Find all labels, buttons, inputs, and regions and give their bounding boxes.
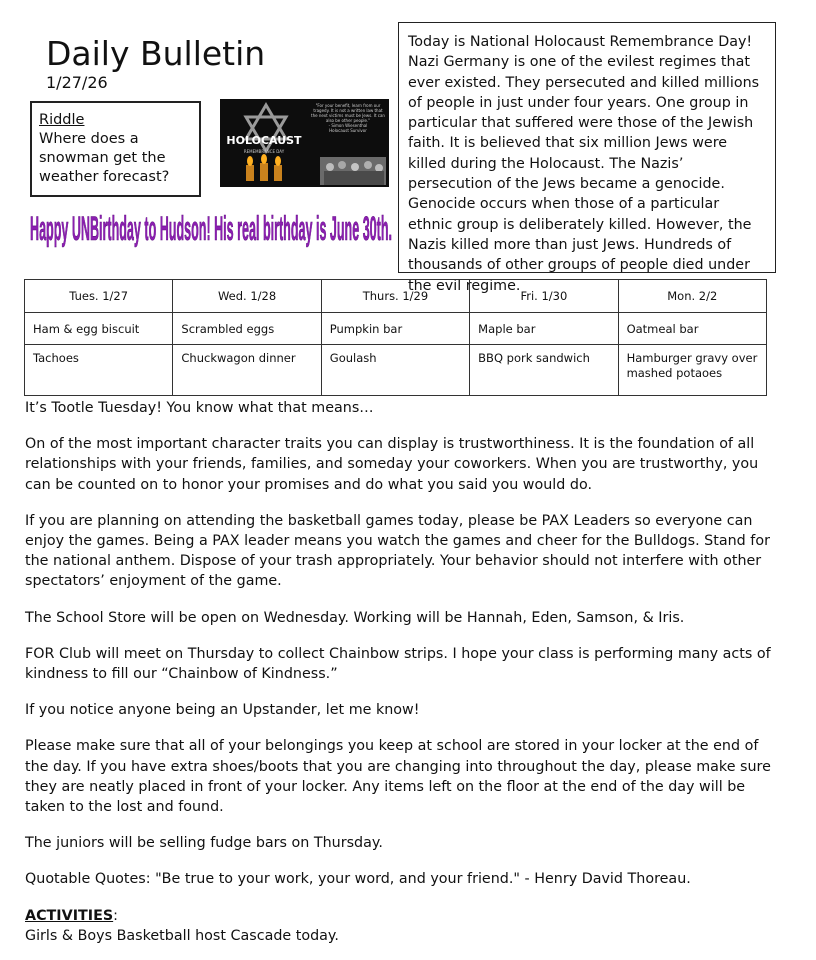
historical-photo: [320, 157, 386, 185]
menu-day: Thurs. 1/29: [321, 280, 469, 313]
announcement: Please make sure that all of your belongings you keep at school are stored in your locker at the end of the day. If you have extra shoes/boots that you are changing into throughout the day, please make sure they are neatly placed in front of your locker. Any items left on the floor at the end of the day will be taken to the lost and found.: [25, 738, 771, 816]
menu-lunch-item: BBQ pork sandwich: [470, 345, 618, 396]
menu-day: Tues. 1/27: [25, 280, 173, 313]
holocaust-remembrance-box: [398, 22, 776, 294]
announcement: FOR Club will meet on Thursday to collect Chainbow strips. I hope your class is performing many acts of kindness to fill our “Chainbow of Kindness.”: [25, 645, 771, 683]
menu-breakfast-row: [25, 313, 767, 345]
announcement: The juniors will be selling fudge bars on Thursday.: [25, 835, 383, 852]
holocaust-remembrance-image: [220, 99, 389, 187]
menu-lunch-item: Hamburger gravy over mashed potaoes: [618, 345, 766, 396]
announcement: Quotable Quotes: "Be true to your work, your word, and your friend." - Henry David Thoreau.: [25, 871, 691, 888]
announcements: [25, 398, 785, 946]
holocaust-quote-role: Holocaust Survivor: [329, 128, 367, 133]
menu-day: Wed. 1/28: [173, 280, 321, 313]
menu-breakfast-item: Maple bar: [470, 313, 618, 345]
menu-lunch-row: [25, 345, 767, 396]
activities-text: Girls & Boys Basketball host Cascade today.: [25, 927, 339, 944]
menu-day-row: [25, 280, 767, 313]
announcement: The School Store will be open on Wednesday. Working will be Hannah, Eden, Samson, & Iris.: [25, 609, 685, 626]
activities-heading-line: ACTIVITIES:: [25, 907, 118, 924]
menu-lunch-item: Chuckwagon dinner: [173, 345, 321, 396]
announcement: If you notice anyone being an Upstander, let me know!: [25, 702, 420, 719]
holocaust-subheading: REMEMBRANCE DAY: [243, 149, 285, 154]
activities-heading: ACTIVITIES: [25, 907, 114, 924]
candles-icon: [246, 154, 282, 181]
menu-breakfast-item: Oatmeal bar: [618, 313, 766, 345]
menu-breakfast-item: Scrambled eggs: [173, 313, 321, 345]
menu-breakfast-item: Ham & egg biscuit: [25, 313, 173, 345]
menu-lunch-item: Tachoes: [25, 345, 173, 396]
menu-lunch-item: Goulash: [321, 345, 469, 396]
holocaust-image-graphic: [220, 99, 389, 187]
announcement: It’s Tootle Tuesday! You know what that means…: [25, 400, 374, 416]
announcement: On of the most important character traits you can display is trustworthiness. It is the foundation of all relationships with your friends, families, and someday your coworkers. When you are trustworthy, you can be counted on to honor your promises and do what you said you would do.: [25, 436, 759, 493]
menu-day: Fri. 1/30: [470, 280, 618, 313]
holocaust-remembrance-text: Today is National Holocaust Remembrance Day! Nazi Germany is one of the evilest regimes that ever existed. They persecuted and killed millions of people in just under four years. One group in particular that suffered were those of the Jewish faith. It is believed that six million Jews were killed during the Holocaust. The Nazis’ persecution of the Jews became a genocide. Genocide occurs when those of a particular ethnic group is deliberately killed. However, the Nazis killed more than just Jews. Hundreds of thousands of other groups of people died under the evil regime.: [408, 34, 760, 294]
bulletin-date: 1/27/26: [46, 73, 108, 92]
unbirthday-text: Happy UNBirthday to Hudson! His real birthday is June 30th.: [30, 210, 392, 248]
menu-breakfast-item: Pumpkin bar: [321, 313, 469, 345]
unbirthday-wordart: [30, 206, 396, 252]
holocaust-heading: HOLOCAUST: [226, 134, 302, 147]
bulletin-title: Daily Bulletin: [46, 34, 266, 73]
lunch-menu-table: [24, 279, 767, 396]
holocaust-quote: "For your benefit, learn from our tragedy. It is not a written law that the next victims must be Jews. It can also be other people.": [311, 103, 385, 123]
holocaust-quote-author: - Simon Wiesenthal: [328, 123, 368, 128]
menu-day: Mon. 2/2: [618, 280, 766, 313]
riddle-title: Riddle: [39, 112, 85, 128]
announcement: If you are planning on attending the basketball games today, please be PAX Leaders so everyone can enjoy the games. Being a PAX leader means you watch the games and cheer for the Bulldogs. Stand for the national anthem. Dispose of your trash appropriately. Your behavior should not interfere with other spectators’ enjoyment of the game.: [25, 512, 770, 590]
riddle-box: [30, 101, 201, 197]
riddle-question: Where does a snowman get the weather forecast?: [39, 131, 170, 185]
